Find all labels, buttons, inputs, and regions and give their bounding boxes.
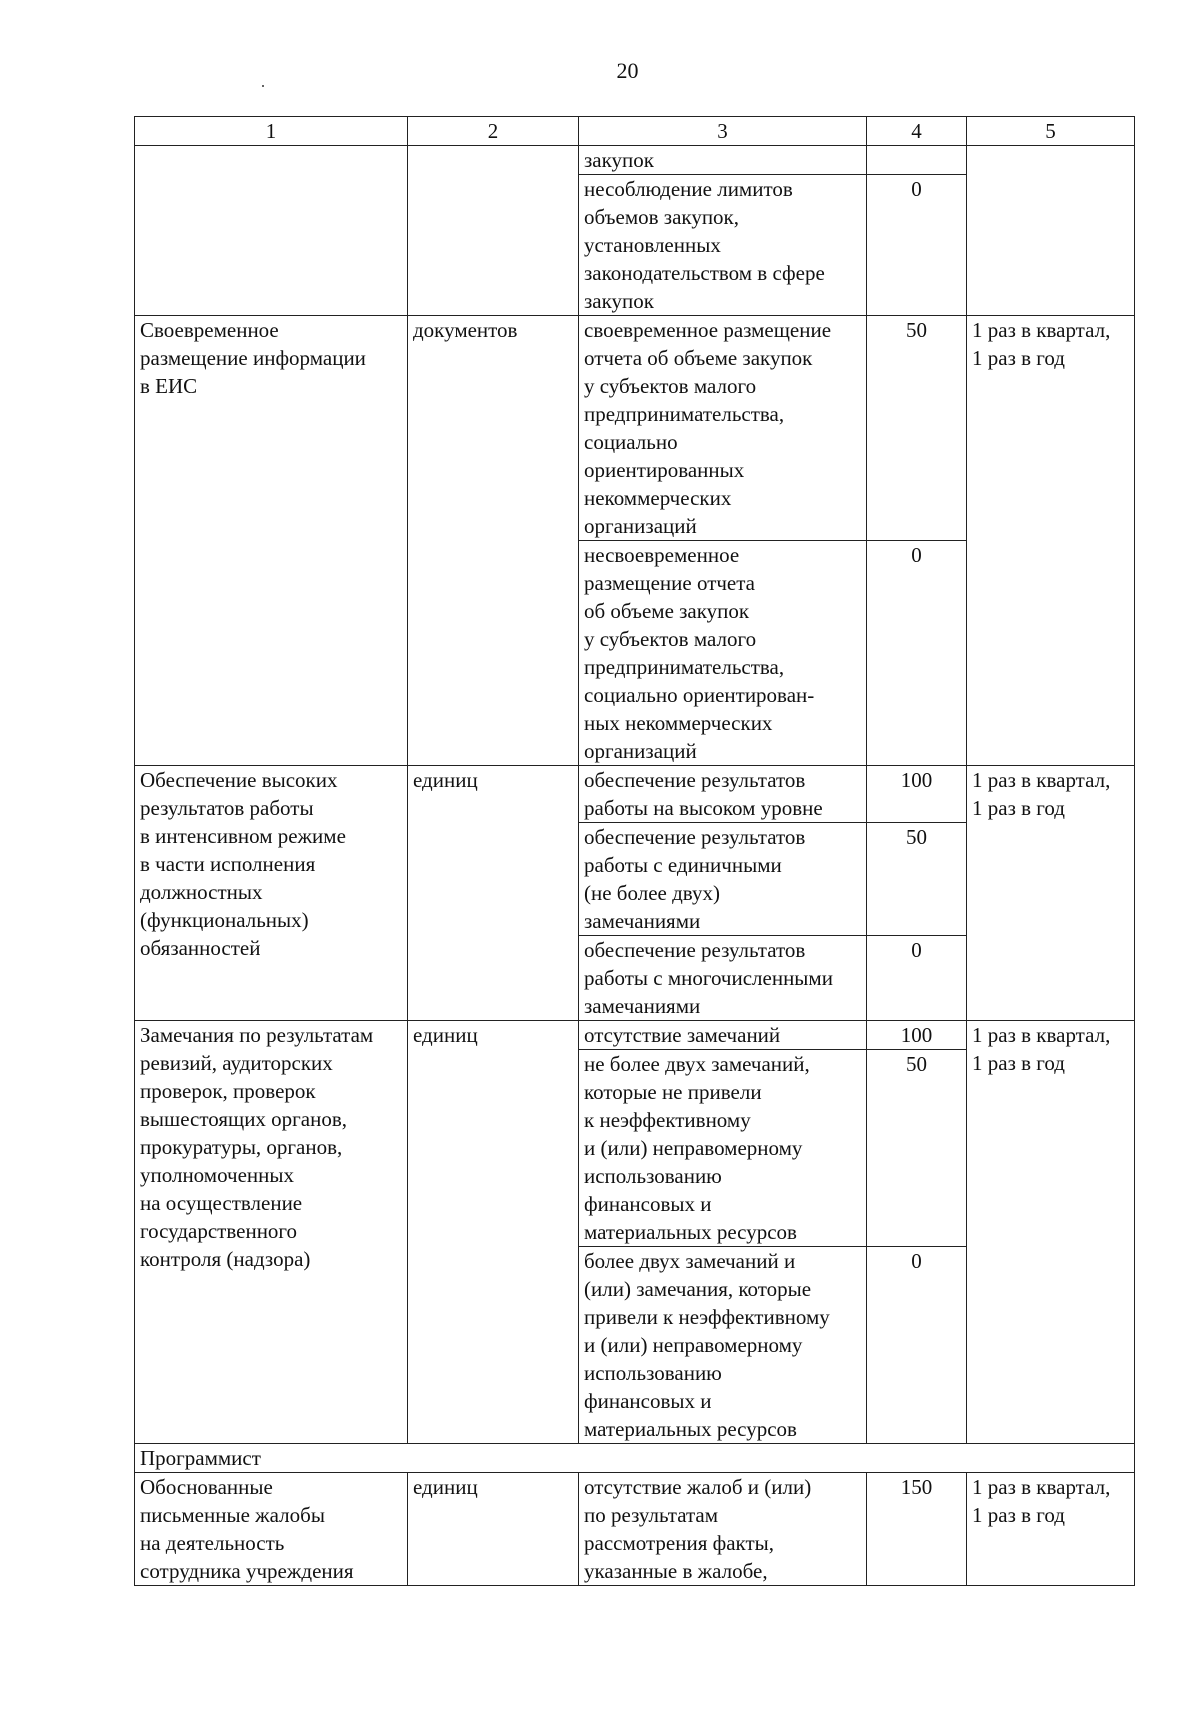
page-number: 20: [616, 58, 639, 83]
condition-cell: не более двух замечаний, которые не привели к неэффективному и (или) неправомерному использованию финансовых и материальных ресурсов: [579, 1050, 867, 1247]
points-cell: 0: [867, 936, 967, 1021]
points-cell: 0: [867, 541, 967, 766]
condition-cell: несвоевременное размещение отчета об объеме закупок у субъектов малого предпринимательства, социально ориентирован- ных некоммерческих организаций: [579, 541, 867, 766]
header-col-2: 2: [408, 117, 579, 146]
table-header-row: [135, 117, 1135, 146]
condition-cell: закупок: [579, 146, 867, 175]
unit-cell: [408, 146, 579, 316]
condition-cell: более двух замечаний и (или) замечания, которые привели к неэффективному и (или) неправомерному использованию финансовых и материальных ресурсов: [579, 1247, 867, 1444]
criterion-cell: Замечания по результатам ревизий, аудиторских проверок, проверок вышестоящих органов, прокуратуры, органов, уполномоченных на осуществление государственного контроля (надзора): [135, 1021, 408, 1444]
unit-cell: документов: [408, 316, 579, 766]
unit-cell: единиц: [408, 766, 579, 1021]
section-title: Программист: [135, 1444, 1135, 1473]
condition-cell: обеспечение результатов работы с единичными (не более двух) замечаниями: [579, 823, 867, 936]
criterion-cell: [135, 146, 408, 316]
table-row: [135, 1021, 1135, 1050]
points-cell: 50: [867, 1050, 967, 1247]
table-row: [135, 316, 1135, 541]
unit-cell: единиц: [408, 1021, 579, 1444]
points-cell: 50: [867, 316, 967, 541]
points-cell: 150: [867, 1473, 967, 1586]
header-col-5: 5: [967, 117, 1135, 146]
condition-cell: отсутствие жалоб и (или) по результатам рассмотрения факты, указанные в жалобе,: [579, 1473, 867, 1586]
condition-cell: несоблюдение лимитов объемов закупок, установленных законодательством в сфере закупок: [579, 175, 867, 316]
frequency-cell: [967, 146, 1135, 316]
points-cell: 100: [867, 766, 967, 823]
frequency-cell: 1 раз в квартал, 1 раз в год: [967, 1021, 1135, 1444]
criterion-cell: Своевременное размещение информации в ЕИС: [135, 316, 408, 766]
condition-cell: отсутствие замечаний: [579, 1021, 867, 1050]
points-cell: 0: [867, 1247, 967, 1444]
frequency-cell: 1 раз в квартал, 1 раз в год: [967, 766, 1135, 1021]
header-col-1: 1: [135, 117, 408, 146]
scan-speck: [262, 85, 264, 87]
points-cell: 100: [867, 1021, 967, 1050]
points-cell: 0: [867, 175, 967, 316]
points-cell: 50: [867, 823, 967, 936]
table-row: [135, 766, 1135, 823]
header-col-3: 3: [579, 117, 867, 146]
condition-cell: обеспечение результатов работы с многочисленными замечаниями: [579, 936, 867, 1021]
unit-cell: единиц: [408, 1473, 579, 1586]
frequency-cell: 1 раз в квартал, 1 раз в год: [967, 1473, 1135, 1586]
points-cell: [867, 146, 967, 175]
table-row: [135, 1473, 1135, 1586]
criterion-cell: Обоснованные письменные жалобы на деятельность сотрудника учреждения: [135, 1473, 408, 1586]
criterion-cell: Обеспечение высоких результатов работы в интенсивном режиме в части исполнения должностных (функциональных) обязанностей: [135, 766, 408, 1021]
condition-cell: своевременное размещение отчета об объеме закупок у субъектов малого предпринимательства, социально ориентированных некоммерческих организаций: [579, 316, 867, 541]
criteria-table: [134, 116, 1135, 1586]
table-row: [135, 146, 1135, 175]
section-row: [135, 1444, 1135, 1473]
header-col-4: 4: [867, 117, 967, 146]
condition-cell: обеспечение результатов работы на высоком уровне: [579, 766, 867, 823]
frequency-cell: 1 раз в квартал, 1 раз в год: [967, 316, 1135, 766]
